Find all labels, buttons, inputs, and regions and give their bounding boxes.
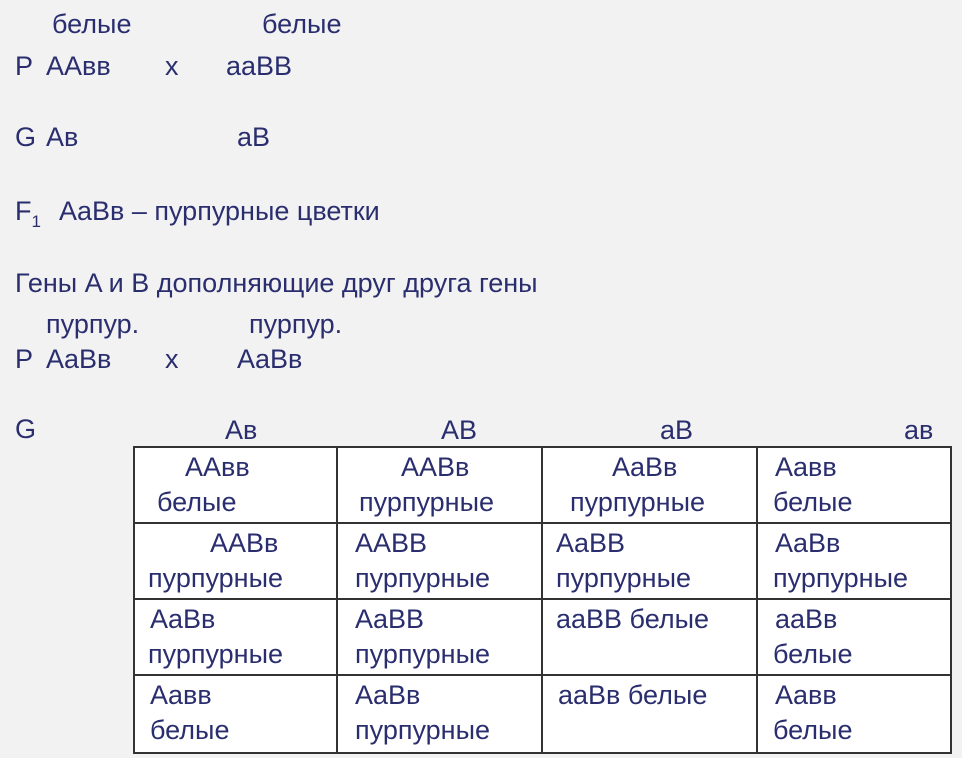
punnett-cell xyxy=(542,447,757,523)
cross-sign-2: x xyxy=(165,344,179,374)
f-symbol: F xyxy=(15,196,32,226)
table-row xyxy=(134,523,951,599)
punnett-cell xyxy=(337,599,542,675)
punnett-cell xyxy=(542,523,757,599)
cell-genotype: AAвв xyxy=(185,452,250,482)
cell-genotype: aaBв xyxy=(775,604,838,634)
p-symbol: P xyxy=(15,51,34,81)
cell-phenotype: пурпурные xyxy=(556,563,691,593)
gamete-header-1: Aв xyxy=(225,415,258,445)
table-row xyxy=(134,447,951,523)
parent2-phenotype-label-2: пурпур. xyxy=(249,309,343,339)
punnett-cell xyxy=(134,599,337,675)
punnett-cell xyxy=(757,599,951,675)
cell-genotype: AABв xyxy=(401,452,470,482)
cell-phenotype: пурпурные xyxy=(359,487,494,517)
punnett-cell xyxy=(337,675,542,753)
punnett-square xyxy=(133,446,952,754)
punnett-cell xyxy=(134,447,337,523)
cell-phenotype: пурпурные xyxy=(355,639,490,669)
cell-phenotype: пурпурные xyxy=(148,563,283,593)
cell-phenotype: белые xyxy=(773,487,853,517)
cell-phenotype: белые xyxy=(773,715,853,745)
punnett-cell xyxy=(757,675,951,753)
cell-genotype: Aaвв xyxy=(775,680,837,710)
table-row xyxy=(134,675,951,753)
g-symbol: G xyxy=(15,122,37,152)
parent2-genotype: aaBB xyxy=(226,51,293,81)
gamete-2: aB xyxy=(237,122,271,152)
cell-phenotype: белые xyxy=(157,487,237,517)
p-symbol-2: P xyxy=(15,344,34,374)
cell-genotype: AABв xyxy=(210,528,279,558)
f-subscript: 1 xyxy=(31,212,41,231)
table-row xyxy=(134,599,951,675)
cell-genotype: AABB xyxy=(355,528,428,558)
cell-genotype: Aaвв xyxy=(775,452,837,482)
parent1-phenotype-label: белые xyxy=(52,9,132,39)
cell-phenotype: пурпурные xyxy=(773,563,908,593)
gamete-header-3: aB xyxy=(660,415,694,445)
f1-line xyxy=(15,196,380,231)
cell-genotype: Aaвв xyxy=(150,680,212,710)
cell-genotype: AaBв xyxy=(355,680,421,710)
gamete-header-2: AB xyxy=(441,415,478,445)
cell-genotype: AaBB xyxy=(556,528,626,558)
f1-result: AaBв – пурпурные цветки xyxy=(58,196,380,226)
gamete-header-4: aв xyxy=(904,415,934,445)
punnett-cell xyxy=(542,599,757,675)
cell-genotype: aaBв белые xyxy=(558,680,708,710)
punnett-cell xyxy=(757,447,951,523)
gamete-1: Aв xyxy=(46,122,79,152)
parent2-genotype-2: AaBв xyxy=(237,344,303,374)
cell-genotype: AaBв xyxy=(150,604,216,634)
cell-genotype: aaBB белые xyxy=(556,604,710,634)
cell-phenotype: пурпурные xyxy=(570,487,705,517)
parent1-genotype: AAвв xyxy=(46,51,111,81)
g-symbol-2: G xyxy=(15,414,37,444)
parent1-genotype-2: AaBв xyxy=(46,344,112,374)
cell-genotype: AaBв xyxy=(612,452,678,482)
punnett-cell xyxy=(542,675,757,753)
complementary-genes-note: Гены A и B дополняющие друг друга гены xyxy=(15,268,538,298)
cell-genotype: AaBв xyxy=(775,528,841,558)
cell-phenotype: белые xyxy=(773,639,853,669)
cell-phenotype: пурпурные xyxy=(355,563,490,593)
cell-phenotype: белые xyxy=(150,715,230,745)
cell-genotype: AaBB xyxy=(355,604,425,634)
parent2-phenotype-label: белые xyxy=(262,9,342,39)
punnett-cell xyxy=(337,447,542,523)
punnett-cell xyxy=(134,675,337,753)
punnett-cell xyxy=(337,523,542,599)
cell-phenotype: пурпурные xyxy=(355,715,490,745)
parent1-phenotype-label-2: пурпур. xyxy=(46,309,140,339)
punnett-cell xyxy=(757,523,951,599)
cell-phenotype: пурпурные xyxy=(148,639,283,669)
cross-sign: x xyxy=(165,51,179,81)
punnett-cell xyxy=(134,523,337,599)
